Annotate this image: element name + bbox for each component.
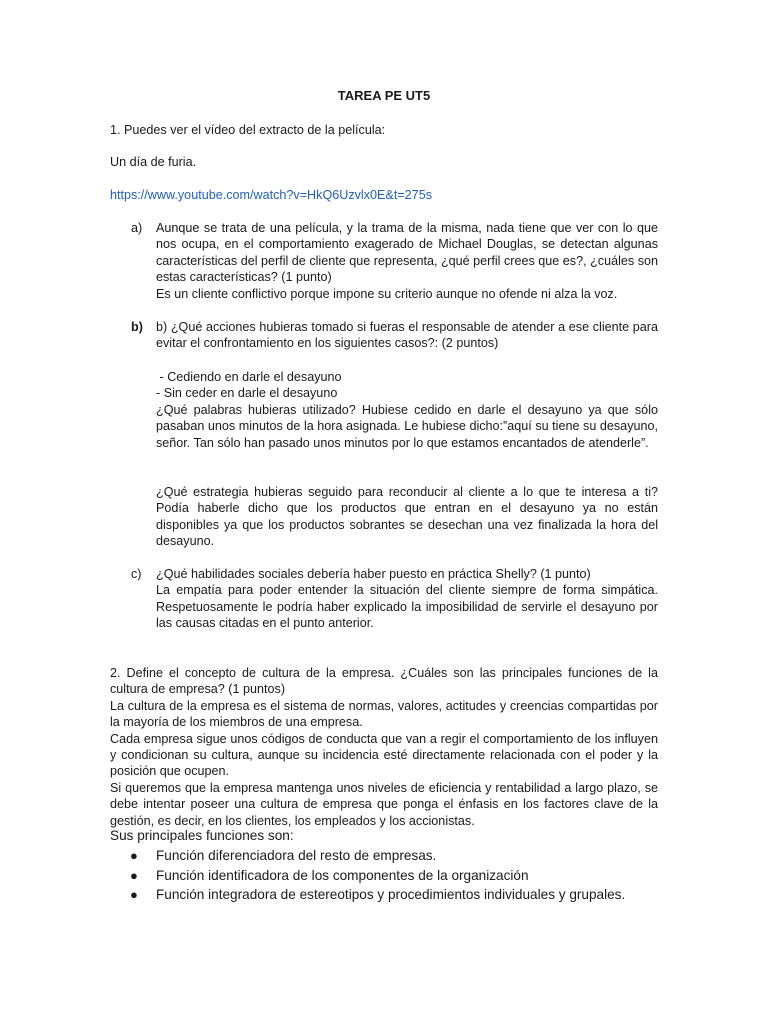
functions-title: Sus principales funciones son: bbox=[110, 828, 294, 843]
question-2 bbox=[110, 665, 658, 829]
youtube-link[interactable]: https://www.youtube.com/watch?v=HkQ6Uzvlx0E&t=275s bbox=[110, 188, 432, 202]
function-label: Función identificadora de los componentes de la organización bbox=[156, 867, 529, 883]
document-title: TAREA PE UT5 bbox=[337, 88, 431, 103]
item-a-marker: a) bbox=[131, 221, 143, 235]
functions-list bbox=[130, 846, 670, 905]
item-b-words-answer: ¿Qué palabras hubieras utilizado? Hubiese cedido en darle el desayuno ya que sólo pasaban unos minutos de la hora asignada. Le hubiese dicho:”aquí su tiene su desayuno, señor. Tan sólo han pasado unos minutos por lo que estamos encantados de atenderle”. bbox=[156, 402, 658, 450]
question-2-text: 2. Define el concepto de cultura de la empresa. ¿Cuáles son las principales funciones de la cultura de empresa? (1 puntos) bbox=[110, 666, 658, 697]
list-item bbox=[130, 846, 670, 866]
item-c-marker: c) bbox=[131, 567, 142, 581]
item-b-cases bbox=[156, 369, 658, 451]
list-item bbox=[130, 866, 670, 886]
item-b-marker: b) bbox=[131, 320, 143, 334]
item-b-question bbox=[156, 319, 658, 352]
item-a bbox=[156, 220, 658, 302]
item-b-case-2: - Sin ceder en darle el desayuno bbox=[156, 386, 338, 401]
item-b-case-1: - Cediendo en darle el desayuno bbox=[156, 370, 342, 384]
bullet-icon: ● bbox=[130, 887, 138, 902]
question-2-paragraph-3: Si queremos que la empresa mantenga unos niveles de eficiencia y rentabilidad a largo plazo, se debe intentar poseer una cultura de empresa que ponga el énfasis en los factores clave de la gestión, es decir, en los clientes, los empleados y los accionistas. bbox=[110, 780, 658, 828]
film-title: Un día de furia. bbox=[110, 155, 197, 169]
function-label: Función integradora de estereotipos y procedimientos individuales y grupales. bbox=[156, 887, 626, 902]
question-2-paragraph-1: La cultura de la empresa es el sistema de normas, valores, actitudes y creencias compartidas por la mayoría de los miembros de una empresa. bbox=[110, 698, 658, 730]
function-label: Función diferenciadora del resto de empresas. bbox=[156, 848, 437, 863]
question-2-paragraph-2: Cada empresa sigue unos códigos de conducta que van a regir el comportamiento de los influyen y condicionan su cultura, aunque su incidencia esté directamente relacionada con el poder y la posición que ocupen. bbox=[110, 731, 658, 779]
list-item bbox=[130, 885, 670, 905]
item-b-strategy bbox=[156, 484, 658, 550]
item-c-answer: La empatía para poder entender la situación del cliente siempre de forma simpática. Respetuosamente le podría haber explicado la imposibilidad de servirle el desayuno por las causas citadas en el punto anterior. bbox=[156, 583, 658, 631]
item-a-answer: Es un cliente conflictivo porque impone su criterio aunque no ofende ni alza la voz. bbox=[156, 286, 618, 301]
item-b-question-text: b) ¿Qué acciones hubieras tomado si fueras el responsable de atender a ese cliente para evitar el confrontamiento en los siguientes casos?: (2 puntos) bbox=[156, 320, 658, 351]
item-c bbox=[156, 566, 658, 632]
item-b-strategy-answer: ¿Qué estrategia hubieras seguido para reconducir al cliente a lo que te interesa a ti? Podía haberle dicho que los productos que entran en el desayuno ya no están disponibles ya que los productos sobrantes se desechan una vez finalizada la hora del desayuno. bbox=[156, 485, 658, 549]
question-1-intro: 1. Puedes ver el vídeo del extracto de la película: bbox=[110, 123, 386, 137]
item-a-question: Aunque se trata de una película, y la trama de la misma, nada tiene que ver con lo que nos ocupa, en el comportamiento exagerado de Michael Douglas, se detectan algunas características del perfil de cliente que representa, ¿qué perfil crees que es?, ¿cuáles son estas características? (1 punto) bbox=[156, 221, 658, 285]
bullet-icon: ● bbox=[130, 848, 138, 863]
bullet-icon: ● bbox=[130, 867, 138, 883]
item-c-question: ¿Qué habilidades sociales debería haber puesto en práctica Shelly? (1 punto) bbox=[156, 567, 591, 581]
